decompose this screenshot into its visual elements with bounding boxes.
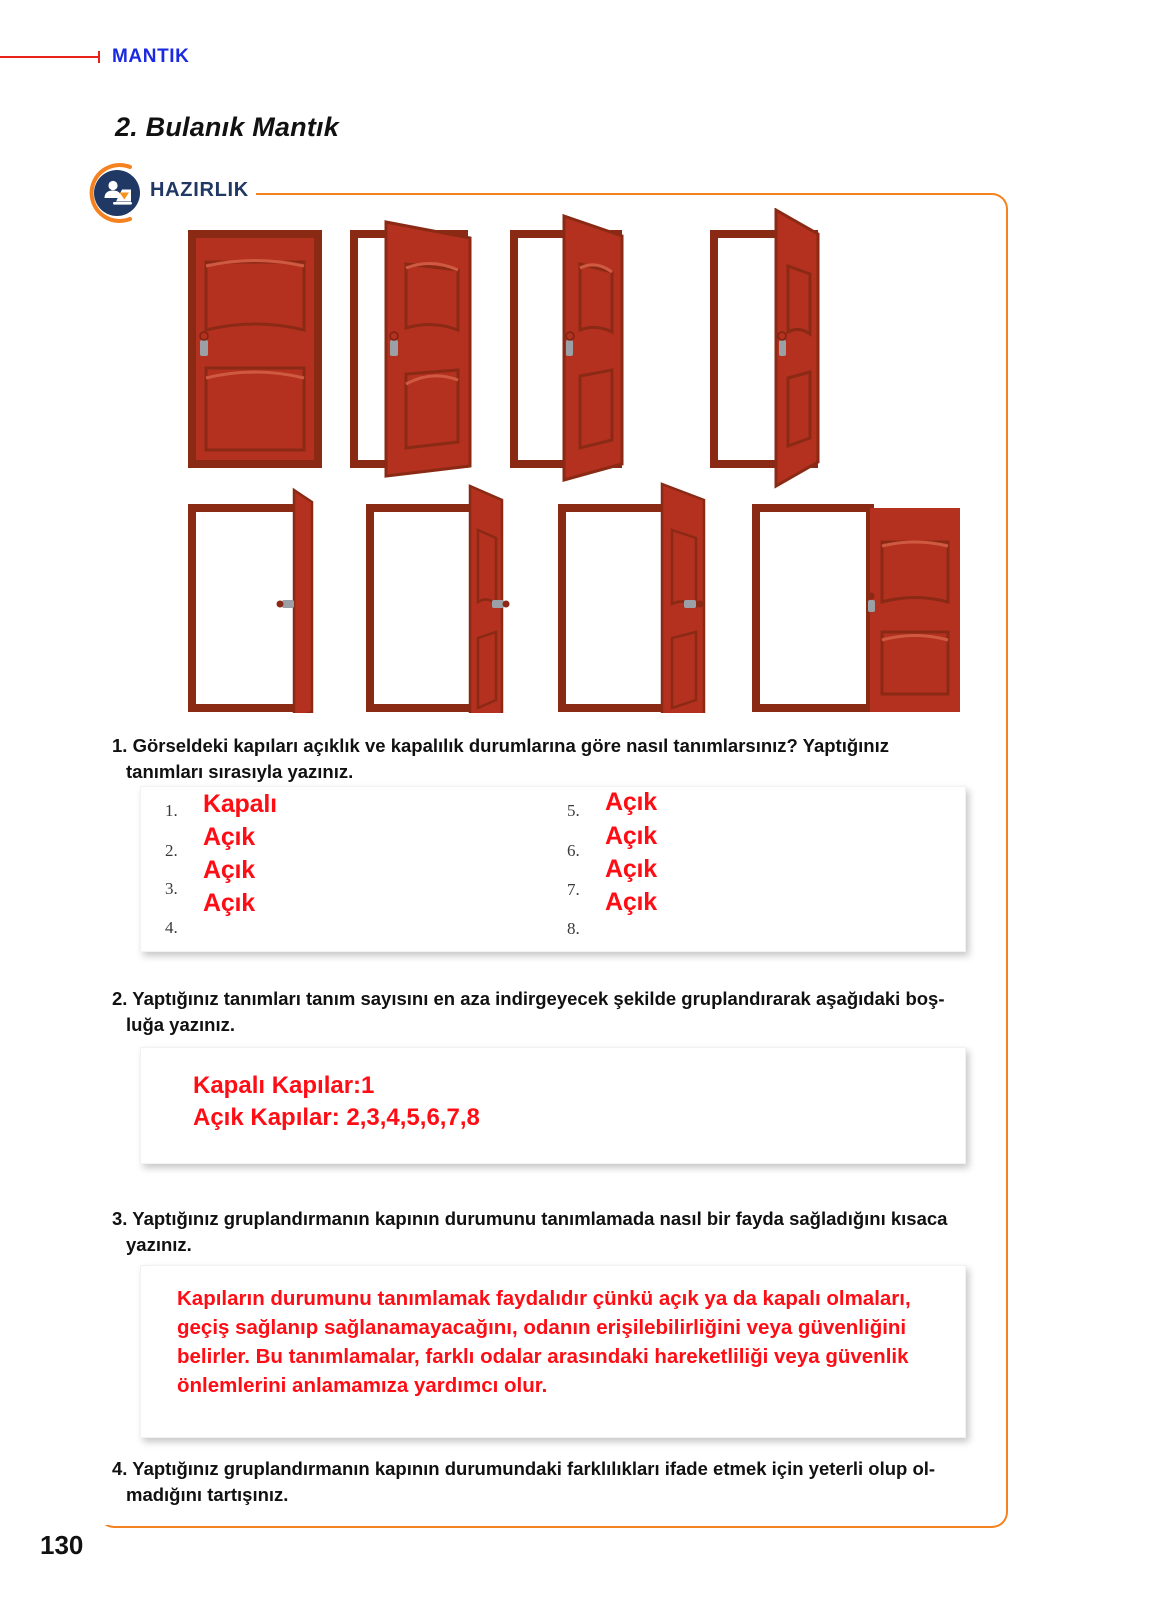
answer-number: 5. bbox=[567, 801, 580, 820]
question-3-line1: Yaptığınız gruplandırmanın kapının durumunu tanımlamada nasıl bir fayda sağladığını kısaca bbox=[132, 1208, 948, 1229]
door-6-open bbox=[366, 486, 510, 713]
question-2-line1: Yaptığınız tanımları tanım sayısını en aza indirgeyecek şekilde gruplandırarak aşağıdaki boş- bbox=[132, 988, 945, 1009]
question-2 bbox=[112, 986, 962, 1039]
doors-illustration bbox=[170, 208, 960, 713]
answer-number: 3. bbox=[165, 879, 178, 898]
answer-value: Kapalı bbox=[203, 790, 277, 818]
question-4-line1: Yaptığınız gruplandırmanın kapının durumundaki farklılıkları ifade etmek için yeterli olup ol- bbox=[132, 1458, 936, 1479]
answer-number: 7. bbox=[567, 880, 580, 899]
answer-value: Açık bbox=[605, 855, 658, 883]
question-1-line2: tanımları sırasıyla yazınız. bbox=[126, 761, 354, 783]
page-number: 130 bbox=[40, 1530, 84, 1560]
question-4-line2: madığını tartışınız. bbox=[126, 1484, 289, 1506]
answer-box-2-line-1: Kapalı Kapılar:1 bbox=[193, 1072, 375, 1099]
answer-box-2-line-2: Açık Kapılar: 2,3,4,5,6,7,8 bbox=[193, 1103, 480, 1131]
answer-value: Açık bbox=[203, 856, 256, 884]
door-8-open bbox=[752, 504, 960, 712]
question-4-number: 4. bbox=[112, 1458, 128, 1479]
answer-value: Açık bbox=[605, 822, 658, 850]
frame-left-mask bbox=[88, 200, 110, 1525]
answer-row bbox=[159, 856, 539, 898]
answer-box-2[interactable] bbox=[140, 1047, 966, 1164]
answer-row bbox=[159, 889, 539, 937]
answer-number: 2. bbox=[165, 841, 178, 860]
answer-value: Açık bbox=[203, 889, 256, 917]
question-2-number: 2. bbox=[112, 988, 128, 1009]
running-header bbox=[0, 46, 189, 68]
answer-number: 1. bbox=[165, 801, 178, 820]
answer-box-1-left-column bbox=[159, 787, 539, 953]
answer-number: 4. bbox=[165, 918, 178, 937]
page-title: 2. Bulanık Mantık bbox=[115, 112, 339, 142]
answer-row bbox=[159, 822, 539, 860]
answer-box-3-line-1: Kapıların durumunu tanımlamak faydalıdır çünkü açık ya da kapalı olmaları, bbox=[177, 1287, 911, 1310]
question-3-line2: yazınız. bbox=[126, 1234, 192, 1256]
answer-box-3-line-4: önlemlerini anlamamıza yardımcı olur. bbox=[177, 1374, 548, 1398]
question-3-number: 3. bbox=[112, 1208, 128, 1229]
answer-value: Açık bbox=[605, 888, 658, 916]
answer-number: 8. bbox=[567, 919, 580, 938]
question-1-line1: Görseldeki kapıları açıklık ve kapalılık durumlarına göre nasıl tanımlarsınız? Yaptığınız bbox=[132, 735, 889, 756]
answer-row bbox=[561, 787, 941, 822]
door-5-open bbox=[188, 490, 312, 713]
door-7-open bbox=[558, 484, 704, 713]
answer-box-1-right-column bbox=[561, 787, 941, 953]
answer-row bbox=[561, 888, 941, 938]
question-1-number: 1. bbox=[112, 735, 128, 756]
answer-value: Açık bbox=[605, 788, 658, 816]
answer-row bbox=[561, 822, 941, 860]
answer-row bbox=[561, 855, 941, 899]
doors-svg bbox=[170, 208, 960, 713]
door-3-open bbox=[510, 216, 622, 480]
badge-label: HAZIRLIK bbox=[150, 179, 249, 201]
door-1-closed bbox=[188, 230, 322, 468]
answer-number: 6. bbox=[567, 841, 580, 860]
answer-box-3-line-2: geçiş sağlanıp sağlanamayacağını, odanın erişilebilirliğini veya güvenliğini bbox=[177, 1316, 907, 1340]
answer-box-1[interactable] bbox=[140, 786, 966, 952]
answer-value: Açık bbox=[203, 823, 256, 851]
header-rule bbox=[0, 56, 100, 58]
person-at-laptop-icon bbox=[94, 170, 140, 216]
answer-box-3[interactable] bbox=[140, 1265, 966, 1438]
running-header-label: MANTIK bbox=[112, 46, 190, 67]
answer-box-3-line-3: belirler. Bu tanımlamalar, farklı odalar arasındaki hareketliliği veya güvenlik bbox=[177, 1345, 909, 1369]
question-3 bbox=[112, 1206, 972, 1259]
question-2-line2: luğa yazınız. bbox=[126, 1014, 235, 1036]
door-2-open bbox=[350, 222, 470, 476]
question-1 bbox=[112, 733, 942, 786]
question-4 bbox=[112, 1456, 972, 1509]
answer-row bbox=[159, 787, 539, 822]
door-4-open bbox=[710, 210, 818, 486]
